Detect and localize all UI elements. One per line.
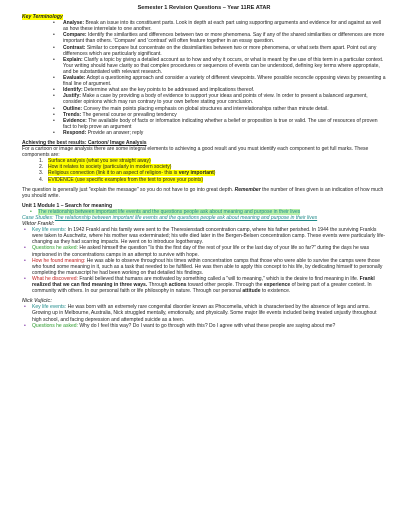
person-heading-vujicic: Nick Vujicic: [22, 298, 52, 305]
term-analyse: • Analyse: Break an issue into its constituent parts. Look in depth at each part using supporting arguments and evidence for and against as well as how these interrelate to one another. [22, 20, 386, 32]
vujicic-questions: • Questions he asked: Why do I feel this way? Do I want to go through with this? Do I agree with what these people are saying about me? [22, 323, 386, 329]
cartoon-step: 4. EVIDENCE (use specific examples from the text to prove your points) [39, 176, 204, 183]
case-studies-line: Case Studies: The relationship between important life events and the questions people ask about meaning and purpose in their lives [22, 215, 318, 221]
frankl-questions: • Questions he asked: He asked himself the question "Is this the first day of the rest of your life or the last day of your life so far?" during the days he was imprisoned in the concentrations camps in an attempt to survive with hope. [22, 245, 386, 257]
frankl-found-meaning: • How he found meaning: He was able to observe throughout his times within concentration camps that those who were able to survive the camps were those who found some meaning in it, such as a task that needed to be fulfilled. He was then able to apply this concept to his life, by dedicating himself to personally completing the manuscript he had been working on that detailed his findings. [22, 258, 386, 276]
term-identify: • Identify: Determine what are the key points to be addressed and implications thereof. [22, 87, 386, 93]
page-title: Semester 1 Revision Questions – Year 11RE ATAR [137, 5, 271, 11]
vujicic-list [22, 304, 386, 328]
person-heading-frankl: Viktor Frankl: [22, 221, 55, 228]
document-body [22, 5, 386, 329]
term-respond: • Respond: Provide an answer; reply [22, 130, 386, 136]
key-terminology-heading: Key Terminology [22, 14, 63, 21]
term-contrast: • Contrast: Similar to compare but concentrate on the dissimilarities between two or more phenomena, or what sets them apart. Point out any differences which are particularly significant. [22, 45, 386, 57]
cartoon-intro: For a cartoon or image analysis there are some integral elements to achieving a good result and you must identify each component to get full marks. These components are: [22, 146, 369, 159]
term-outline: • Outline: Convey the main points placing emphasis on global structures and interrelationships rather than minute detail. [22, 106, 386, 112]
unit-focus-item: • The relationship between important life events and the questions people ask about meaning and purpose in their lives [22, 209, 386, 215]
term-compare: • Compare: Identify the similarities and differences between two or more phenomena. Say if any of the shared similarities or differences are more important than others. 'Compare' and 'contrast' will often feature together in an essay question. [22, 32, 386, 44]
unit-focus-list [22, 209, 386, 215]
unit-heading: Unit 1 Module 1 – Search for meaning [22, 202, 113, 209]
vujicic-key-life-events: • Key life events: He was born with an extremely rare congenital disorder known as Phocomelia, which is characterised by the absence of legs and arms. Growing up in Melbourne, Australia, Nick struggled mentally, emotionally, and physically. Some major life events included being treated unjustly throughout high school, and facing depression and attempted suicide as a teen. [22, 304, 386, 322]
cartoon-step: 3. Religious connection (link it to an aspect of religion- this is very important) [39, 170, 216, 177]
term-justify: • Justify: Make a case by providing a body of evidence to support your ideas and points of view. In order to present a balanced argument, consider opinions which may run contrary to your own before stating your conclusion. [22, 93, 386, 105]
term-evidence: • Evidence: The available body of facts or information indicating whether a belief or proposition is true or valid. The use of resources of proven fact to help prove an argument [22, 118, 386, 130]
cartoon-step: 2. How it relates to society (particularly in modern society) [39, 164, 172, 171]
cartoon-note: The question is generally just "explain the message" so you do not have to go into great depth. Remember the number of lines given is an indication of how much you should write. [22, 186, 384, 199]
term-explain: • Explain: Clarify a topic by giving a detailed account as to how and why it occurs, or what is meant by the use of this term in a particular context. Your writing should have clarity so that complex procedures or sequences of events can be understood, defining key terms where appropriate, and be substantiated with relevant research. [22, 57, 386, 75]
term-evaluate: • Evaluate: Adopt a questioning approach and consider a variety of different viewpoints. Where possible reconcile opposing views by presenting a final line of argument. [22, 75, 386, 87]
cartoon-step: 1. Surface analysis (what you see straight away) [39, 158, 151, 165]
frankl-key-life-events: • Key life events: In 1942 Frankl and his family were sent to the Theresienstadt concentration camp, where his father perished. In 1944 the surviving Frankls were taken to Auschwitz, where his mother was exterminated; his wife died later in the Bergen-Belsen concentration camp. These events were particularly life-changing as they had scarring impacts. He went on to introduce logotherapy. [22, 227, 386, 245]
key-terms-list [22, 20, 386, 136]
term-trends: • Trends: The general course or prevailing tendency [22, 112, 386, 118]
frankl-list [22, 227, 386, 294]
best-results-heading: Achieving the best results: Cartoon/ Image Analysis [22, 139, 147, 146]
frankl-discovered: • What he discovered: Frankl believed that humans are motivated by something called a "will to meaning," which is the desire to find meaning in life. Frankl realized that we can find meaning in three ways. Through actions toward other people. Through the experience of being part of a greater context. In community with others. In our personal faith or life philosophy in nature. Through our personal attitude to existence. [22, 276, 386, 294]
cartoon-steps [22, 158, 386, 182]
